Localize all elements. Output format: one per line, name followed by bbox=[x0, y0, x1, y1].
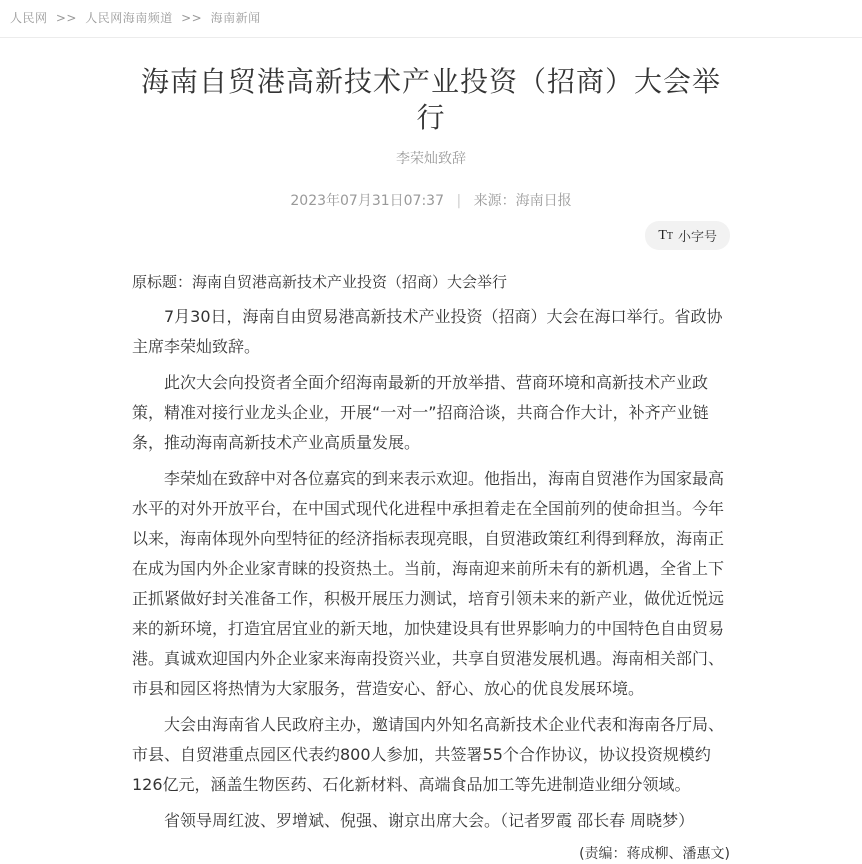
breadcrumb-link-peoples-daily[interactable]: 人民网 bbox=[10, 11, 48, 25]
source-link[interactable]: 海南日报 bbox=[515, 193, 572, 209]
article-paragraph: 李荣灿在致辞中对各位嘉宾的到来表示欢迎。他指出，海南自贸港作为国家最高水平的对外开放平台，在中国式现代化进程中承担着走在全国前列的使命担当。今年以来，海南体现外向型特征的经济指标表现亮眼，自贸港政策红利得到释放，海南正在成为国内外企业家青睐的投资热土。当前，海南迎来前所未有的新机遇，全省上下正抓紧做好封关准备工作，积极开展压力测试，培育引领未来的新产业，做优近悦远来的新环境，打造宜居宜业的新天地，加快建设具有世界影响力的中国特色自由贸易港。真诚欢迎国内外企业家来海南投资兴业，共享自贸港发展机遇。海南相关部门、市县和园区将热情为大家服务，营造安心、舒心、放心的优良发展环境。 bbox=[132, 469, 725, 698]
font-size-button-label: 小字号 bbox=[677, 230, 717, 245]
page-title: 海南自贸港高新技术产业投资（招商）大会举行 bbox=[140, 65, 721, 134]
breadcrumb-separator: >> bbox=[55, 11, 77, 25]
breadcrumb-link-hainan-channel[interactable]: 人民网海南频道 bbox=[85, 11, 173, 25]
article-subtitle: 李荣灿致辞 bbox=[396, 151, 466, 167]
breadcrumb-link-hainan-news[interactable]: 海南新闻 bbox=[210, 11, 261, 25]
article-body bbox=[132, 270, 730, 864]
font-size-icon: TT bbox=[658, 228, 673, 243]
original-title bbox=[132, 270, 730, 294]
breadcrumb bbox=[0, 0, 862, 38]
breadcrumb-separator: >> bbox=[181, 11, 203, 25]
publish-date: 2023年07月31日07:37 bbox=[290, 193, 444, 209]
original-title-text: 海南自贸港高新技术产业投资（招商）大会举行 bbox=[192, 273, 508, 291]
article-paragraph: 大会由海南省人民政府主办，邀请国内外知名高新技术企业代表和海南各厅局、市县、自贸港重点园区代表约800人参加，共签署55个合作协议，协议投资规模约126亿元，涵盖生物医药、石化新材料、高端食品加工等先进制造业细分领域。 bbox=[132, 715, 725, 794]
source-label: 来源： bbox=[473, 193, 516, 209]
article-paragraph: 此次大会向投资者全面介绍海南最新的开放举措、营商环境和高新技术产业政策，精准对接行业龙头企业，开展“一对一”招商洽谈，共商合作大计，补齐产业链条，推动海南高新技术产业高质量发展。 bbox=[132, 373, 709, 452]
article-paragraph: 省领导周红波、罗增斌、倪强、谢京出席大会。（记者罗霞 邵长春 周晓梦） bbox=[164, 811, 695, 830]
article-column bbox=[132, 64, 730, 864]
font-size-button[interactable] bbox=[645, 221, 730, 250]
original-title-label: 原标题： bbox=[132, 273, 193, 291]
article-paragraph: 7月30日，海南自由贸易港高新技术产业投资（招商）大会在海口举行。省政协主席李荣灿致辞。 bbox=[132, 307, 723, 356]
article-toolbar bbox=[132, 221, 730, 250]
article-meta bbox=[132, 190, 730, 210]
editors-note: (责编：蒋成柳、潘惠文) bbox=[579, 846, 730, 862]
meta-separator: | bbox=[456, 193, 462, 209]
